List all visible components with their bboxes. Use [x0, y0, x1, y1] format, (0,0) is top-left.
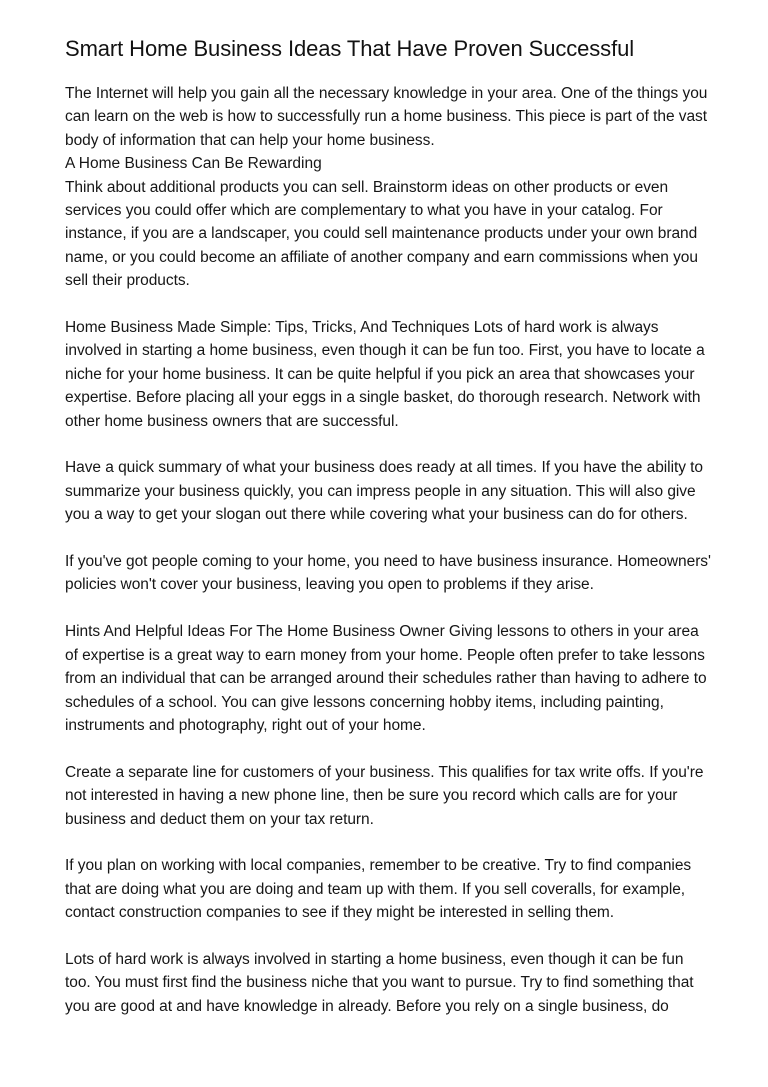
intro-section	[65, 82, 712, 293]
body-paragraph-5: Hints And Helpful Ideas For The Home Business Owner Giving lessons to others in your area of expertise is a great way to earn money from your home. People often prefer to take lessons from an individual that can be arranged around their schedules rather than having to adhere to schedules of a school. You can give lessons concerning hobby items, including painting, instruments and photography, right out of your home.	[65, 623, 707, 734]
body-paragraph-7: If you plan on working with local companies, remember to be creative. Try to find companies that are doing what you are doing and team up with them. If you sell coveralls, for example, contact construction companies to see if they might be interested in selling them.	[65, 857, 692, 922]
paragraph-block-5	[65, 620, 712, 737]
body-paragraph-2: Home Business Made Simple: Tips, Tricks, And Techniques Lots of hard work is always involved in starting a home business, even though it can be fun too. First, you have to locate a niche for your home business. It can be quite helpful if you pick an area that showcases your expertise. Before placing all your eggs in a single basket, do thorough research. Network with other home business owners that are successful.	[65, 319, 705, 430]
paragraph-block-4	[65, 550, 712, 597]
body-paragraph-4: If you've got people coming to your home, you need to have business insurance. Homeowners' policies won't cover your business, leaving you open to problems if they arise.	[65, 553, 711, 594]
body-paragraph-8: Lots of hard work is always involved in starting a home business, even though it can be fun too. You must first find the business niche that you want to pursue. Try to find something that you are good at and have knowledge in already. Before you rely on a single business, do	[65, 950, 694, 1015]
intro-paragraph: The Internet will help you gain all the necessary knowledge in your area. One of the things you can learn on the web is how to successfully run a home business. This piece is part of the vast body of information that can help your home business.	[65, 85, 708, 149]
paragraph-block-7	[65, 854, 712, 924]
document-title: Smart Home Business Ideas That Have Proven Successful	[65, 36, 634, 61]
paragraph-block-2	[65, 316, 712, 433]
body-paragraph-6: Create a separate line for customers of your business. This qualifies for tax write offs. If you're not interested in having a new phone line, then be sure you record which calls are for your business and deduct them on your tax return.	[65, 763, 704, 828]
paragraph-block-3	[65, 456, 712, 526]
paragraph-block-8	[65, 948, 712, 1018]
body-paragraph-1: Think about additional products you can sell. Brainstorm ideas on other products or even services you could offer which are complementary to what you have in your catalog. For instance, if you are a landscaper, you could sell maintenance products under your own brand name, or you could become an affiliate of another company and earn commissions when you sell their products.	[65, 178, 698, 290]
section-subheading: A Home Business Can Be Rewarding	[65, 155, 322, 173]
body-paragraph-3: Have a quick summary of what your business does ready at all times. If you have the ability to summarize your business quickly, you can impress people in any situation. This will also give you a way to get your slogan out there while covering what your business can do for others.	[65, 459, 703, 524]
paragraph-block-6	[65, 761, 712, 831]
